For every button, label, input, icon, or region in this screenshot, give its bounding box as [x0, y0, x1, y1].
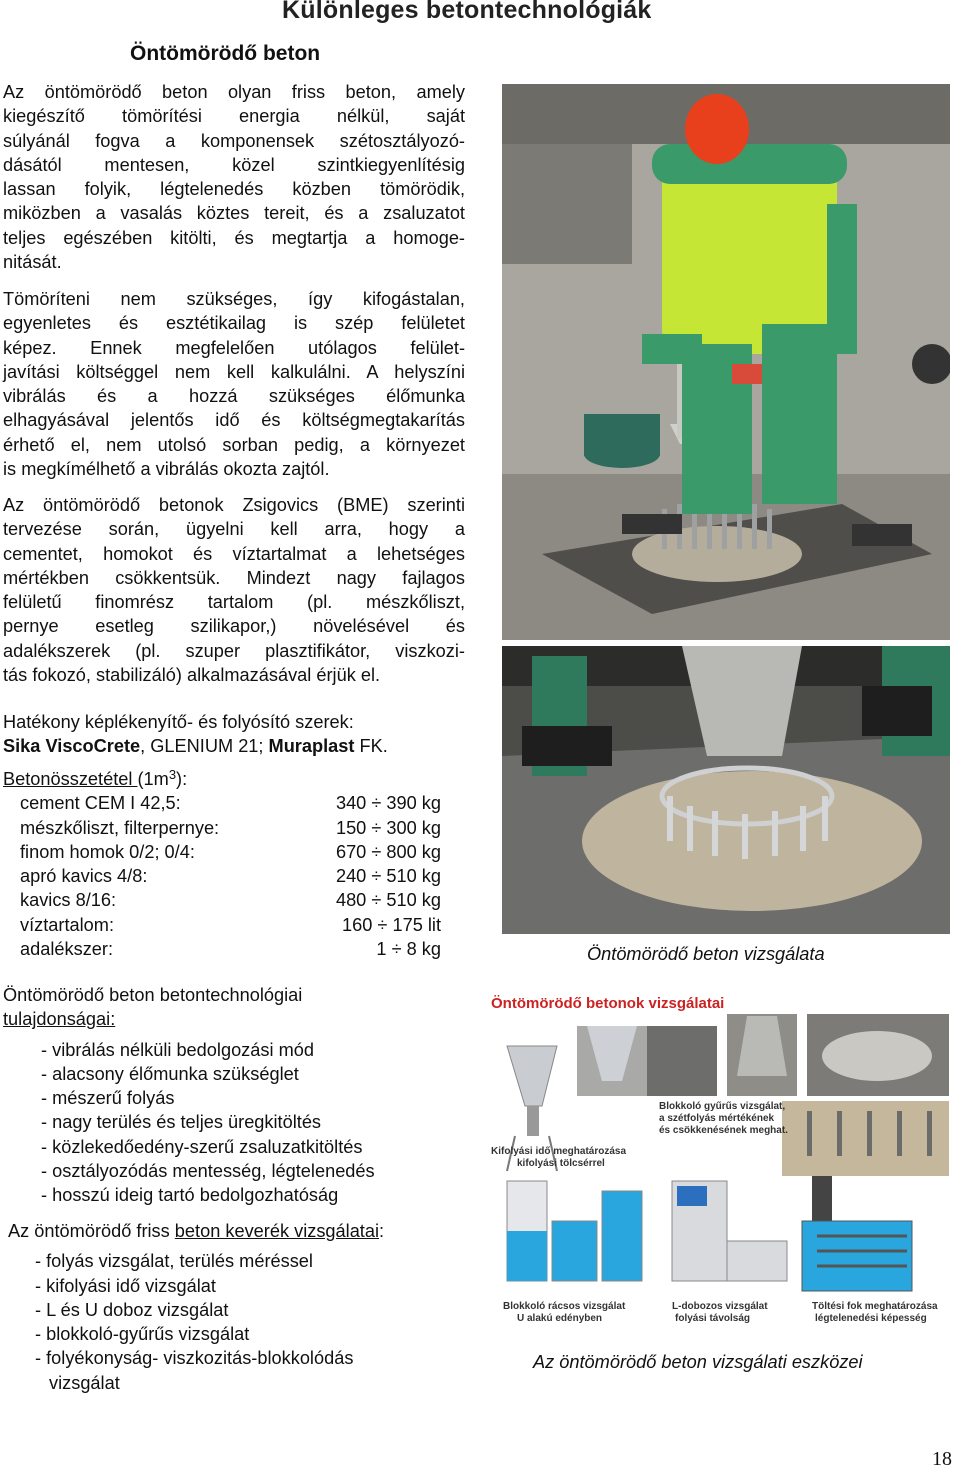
- label-filling: Töltési fok meghatározása légtelenedési képesség: [812, 1301, 938, 1324]
- composition-unit-suffix: ):: [176, 769, 188, 789]
- tests-title-pre: Az öntömörödő friss: [8, 1221, 175, 1241]
- list-item: - közlekedőedény-szerű zsaluzatkitöltés: [41, 1136, 363, 1157]
- composition-label: apró kavics 4/8:: [20, 866, 148, 887]
- paragraph-line: cementet, homokot és víztartalmat a lehetséges: [3, 543, 465, 564]
- product-separator: , GLENIUM 21;: [140, 736, 269, 757]
- admixtures-intro: Hatékony képlékenyítő- és folyósító szerek:: [3, 712, 354, 732]
- composition-row: [3, 888, 473, 912]
- list-item: - vibrálás nélküli bedolgozási mód: [41, 1039, 314, 1060]
- label-funnel: Kifolyási idő meghatározása kifolyási tölcsérrel: [491, 1146, 627, 1169]
- paragraph-line: adalékszerek (pl. szuper plasztifikátor, viszkozi-: [3, 640, 465, 661]
- composition-label: cement CEM I 42,5:: [20, 793, 181, 814]
- paragraph-line: Az öntömörödő betonok Zsigovics (BME) szerinti: [3, 495, 465, 515]
- product-suffix: FK.: [354, 736, 388, 757]
- list-item: - alacsony élőmunka szükséglet: [41, 1063, 299, 1084]
- properties-title-1: Öntömörödő beton betontechnológiai: [3, 985, 303, 1005]
- composition-row: [3, 791, 473, 815]
- paragraph-definition: [3, 80, 465, 274]
- tests-title: [8, 1219, 478, 1243]
- paragraph-line: Tömöríteni nem szükséges, így kifogástalan,: [3, 289, 465, 309]
- product-muraplast: Muraplast: [268, 736, 355, 757]
- composition-unit: (1m: [137, 769, 169, 789]
- composition-value: 480 ÷ 510 kg: [335, 890, 441, 911]
- paragraph-line: tás fokozó, stabilizáló) alkalmazásával érjük el.: [3, 665, 381, 686]
- composition-label: kavics 8/16:: [20, 890, 117, 911]
- composition-label: finom homok 0/2; 0/4:: [20, 841, 195, 862]
- paragraph-line: tervezése során, ügyelni kell arra, hogy a: [3, 519, 465, 540]
- list-item: - kifolyási idő vizsgálat: [35, 1275, 216, 1296]
- paragraph-line: vibrálás és a hozzá szükséges élőmunka: [3, 386, 465, 407]
- properties-list: [3, 1038, 473, 1208]
- paragraph-line: Az öntömörödő beton olyan friss beton, amely: [3, 82, 465, 102]
- composition-title: [3, 767, 473, 791]
- composition-value: 1 ÷ 8 kg: [376, 939, 441, 960]
- paragraph-line: javítási költséggel nem kell kalkulálni. A helyszíni: [3, 361, 465, 382]
- paragraph-line: érhető el, nem utolsó sorban pedig, a környezet: [3, 434, 465, 455]
- label-u-box: Blokkoló rácsos vizsgálat U alakú edényben: [503, 1301, 626, 1324]
- composition-row: [3, 864, 473, 888]
- composition-value: 150 ÷ 300 kg: [335, 817, 441, 838]
- paragraph-design: [3, 493, 465, 687]
- paragraph-line: elhagyásával jelentős idő és költségmegtakarítás: [3, 410, 465, 431]
- tests-list: [8, 1249, 478, 1395]
- page-header-title: Különleges betontechnológiák: [282, 0, 652, 24]
- composition-row: [3, 937, 473, 961]
- properties-block: [3, 983, 473, 1208]
- composition-value: 340 ÷ 390 kg: [335, 793, 441, 814]
- photo-j-ring-test: [502, 646, 950, 934]
- list-item: - L és U doboz vizsgálat: [35, 1299, 229, 1320]
- tests-block: [8, 1219, 478, 1395]
- paragraph-line: képez. Ennek megfelelően utólagos felület-: [3, 337, 465, 358]
- composition-value: 160 ÷ 175 lit: [342, 914, 441, 935]
- composition-value: 240 ÷ 510 kg: [335, 866, 441, 887]
- j-ring-photo-illustration: [502, 646, 950, 934]
- tests-title-underlined: beton keverék vizsgálatai: [174, 1221, 380, 1241]
- composition-table: [3, 767, 473, 961]
- composition-row: [3, 913, 473, 937]
- list-item-continuation: vizsgálat: [49, 1372, 120, 1393]
- paragraph-benefits: [3, 287, 465, 481]
- paragraph-line: is megkímélhető a vibrálás okozta zajtól.: [3, 459, 330, 480]
- product-sika: Sika ViscoCrete: [3, 736, 141, 757]
- photo-worker-slump-test: [502, 84, 950, 640]
- list-item: - nagy terülés és teljes üregkitöltés: [41, 1112, 322, 1133]
- board-title: Öntömörödő betonok vizsgálatai: [491, 995, 725, 1012]
- list-item: - hosszú ideig tartó bedolgozhatóság: [41, 1185, 339, 1206]
- admixtures-list: [3, 734, 473, 758]
- paragraph-line: egyenletes és esztétikailag is szép felületet: [3, 313, 465, 334]
- paragraph-line: dásától mentesen, közel szintkiegyenlítésig: [3, 154, 465, 175]
- composition-label: adalékszer:: [20, 939, 114, 960]
- list-item: - mészerű folyás: [41, 1088, 175, 1109]
- paragraph-line: kiegészítő tömörítési energia nélkül, saját: [3, 106, 465, 127]
- composition-label: mészkőliszt, filterpernye:: [20, 817, 220, 838]
- composition-label: víztartalom:: [20, 914, 114, 935]
- composition-row: [3, 840, 473, 864]
- composition-rows: [3, 791, 473, 961]
- paragraph-line: súlyánál fogva a komponensek szétosztályozó-: [3, 130, 465, 151]
- paragraph-line: miközben a vasalás köztes tereit, és a zsaluzatot: [3, 203, 465, 224]
- label-l-box: L-dobozos vizsgálat folyási távolság: [672, 1301, 768, 1324]
- equipment-board-image: [487, 986, 953, 1336]
- label-ring: Blokkoló gyűrűs vizsgálat, a szétfolyás mértékének és csökkenésének meghat.: [659, 1101, 788, 1136]
- list-item: - blokkoló-gyűrűs vizsgálat: [35, 1324, 250, 1345]
- page-number: 18: [932, 1448, 952, 1470]
- composition-value: 670 ÷ 800 kg: [335, 841, 441, 862]
- composition-row: [3, 816, 473, 840]
- worker-photo-illustration: [502, 84, 950, 640]
- composition-title-text: Betonösszetétel: [3, 769, 138, 789]
- composition-unit-sup: 3: [168, 767, 177, 782]
- tests-title-post: :: [379, 1221, 385, 1241]
- caption-equipment: Az öntömörödő beton vizsgálati eszközei: [533, 1352, 863, 1372]
- list-item: - folyás vizsgálat, terülés méréssel: [35, 1251, 313, 1272]
- paragraph-line: nitását.: [3, 252, 62, 273]
- paragraph-line: felületű finomrész tartalom (pl. mészkőliszt,: [3, 592, 465, 613]
- admixtures-block: [3, 710, 473, 759]
- paragraph-line: pernye esetleg szilikapor,) növelésével és: [3, 616, 465, 637]
- list-item: - folyékonyság- viszkozitás-blokkolódás: [35, 1348, 354, 1369]
- properties-title-2: tulajdonságai:: [3, 1009, 116, 1030]
- equipment-board-illustration: [487, 986, 953, 1336]
- list-item: - osztályozódás mentesség, légtelenedés: [41, 1161, 375, 1182]
- paragraph-line: teljes egészében kitölti, és megtartja a homoge-: [3, 227, 465, 248]
- paragraph-line: lassan folyik, légtelenedés közben tömörödik,: [3, 179, 465, 200]
- caption-photo: Öntömörödő beton vizsgálata: [587, 944, 825, 964]
- paragraph-line: mértékben csökkentsük. Mindezt nagy fajlagos: [3, 567, 465, 588]
- section-title: Öntömörödő beton: [130, 42, 321, 65]
